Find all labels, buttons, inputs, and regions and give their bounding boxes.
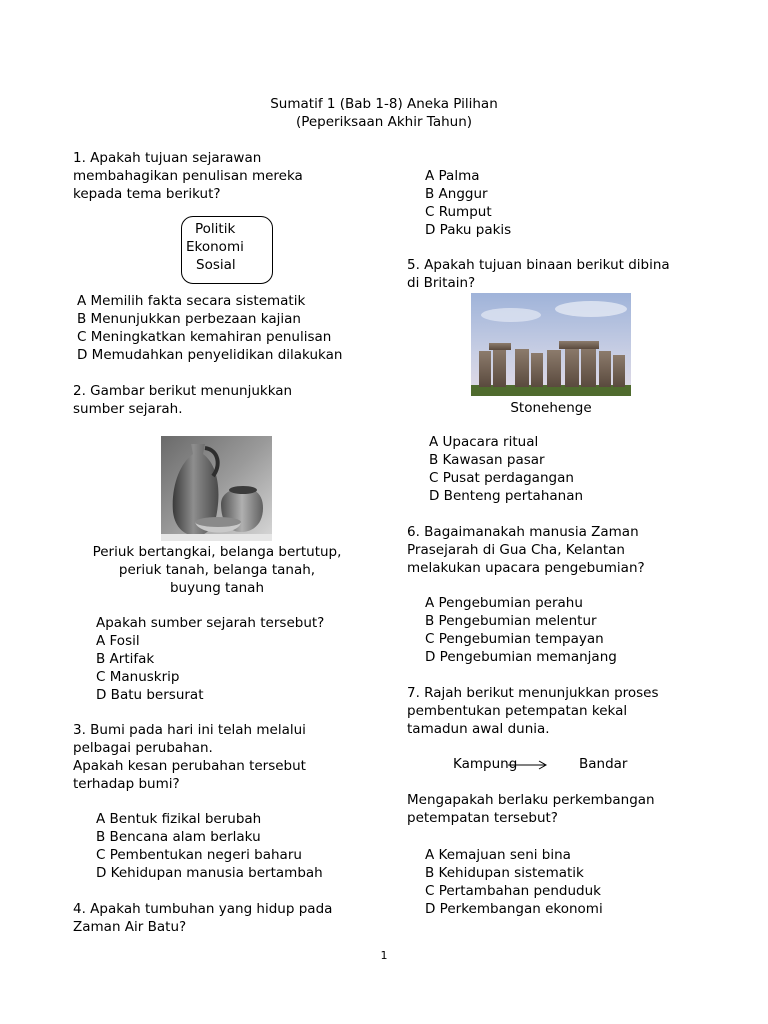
option-d: D Memudahkan penyelidikan dilakukan bbox=[77, 347, 343, 363]
document-title: Sumatif 1 (Bab 1-8) Aneka Pilihan bbox=[270, 96, 498, 112]
question-3-line: Apakah kesan perubahan tersebut bbox=[73, 758, 306, 774]
question-2-stem bbox=[73, 382, 373, 418]
option-b: B Pengebumian melentur bbox=[425, 613, 597, 629]
pottery-photo bbox=[161, 436, 272, 541]
option-c: C Meningkatkan kemahiran penulisan bbox=[77, 329, 332, 345]
option-b: B Anggur bbox=[425, 186, 488, 202]
question-6-stem bbox=[407, 523, 707, 577]
theme-box bbox=[181, 216, 273, 284]
question-7-line: pembentukan petempatan kekal bbox=[407, 703, 628, 719]
option-d: D Benteng pertahanan bbox=[429, 488, 584, 504]
question-1-line: kepada tema berikut? bbox=[73, 186, 221, 202]
question-5-options bbox=[429, 433, 583, 505]
question-1-line: membahagikan penulisan mereka bbox=[73, 168, 303, 184]
option-b: B Artifak bbox=[96, 651, 155, 667]
question-2-line: sumber sejarah. bbox=[73, 401, 183, 417]
question-6-line: melakukan upacara pengebumian? bbox=[407, 560, 645, 576]
question-6-line: 6. Bagaimanakah manusia Zaman bbox=[407, 524, 639, 540]
option-d: D Batu bersurat bbox=[96, 687, 204, 703]
question-7-line: tamadun awal dunia. bbox=[407, 721, 550, 737]
question-7-question-line: petempatan tersebut? bbox=[407, 810, 558, 826]
question-4-line: 4. Apakah tumbuhan yang hidup pada bbox=[73, 901, 333, 917]
question-3-line: terhadap bumi? bbox=[73, 776, 180, 792]
question-7-stem bbox=[407, 684, 707, 738]
question-1-stem bbox=[73, 149, 373, 203]
question-4-stem bbox=[73, 900, 373, 936]
option-d: D Kehidupan manusia bertambah bbox=[96, 865, 323, 881]
question-3-options bbox=[96, 810, 323, 882]
question-7-options bbox=[425, 846, 603, 918]
arrow-right-icon bbox=[508, 758, 550, 772]
option-c: C Manuskrip bbox=[96, 669, 180, 685]
question-5-line: 5. Apakah tujuan binaan berikut dibina bbox=[407, 257, 670, 273]
question-7-line: 7. Rajah berikut menunjukkan proses bbox=[407, 685, 659, 701]
option-a: A Fosil bbox=[96, 633, 140, 649]
option-c: C Pengebumian tempayan bbox=[425, 631, 604, 647]
question-1-options bbox=[77, 292, 342, 364]
option-c: C Rumput bbox=[425, 204, 492, 220]
option-a: A Palma bbox=[425, 168, 480, 184]
question-2-line: 2. Gambar berikut menunjukkan bbox=[73, 383, 293, 399]
option-a: A Kemajuan seni bina bbox=[425, 847, 571, 863]
question-6-line: Prasejarah di Gua Cha, Kelantan bbox=[407, 542, 625, 558]
question-3-line: pelbagai perubahan. bbox=[73, 740, 213, 756]
question-3-line: 3. Bumi pada hari ini telah melalui bbox=[73, 722, 306, 738]
caption-line: buyung tanah bbox=[169, 580, 265, 596]
question-4-line: Zaman Air Batu? bbox=[73, 919, 187, 935]
option-b: B Bencana alam berlaku bbox=[96, 829, 261, 845]
theme-item-politik: Politik bbox=[195, 221, 236, 237]
option-b: B Menunjukkan perbezaan kajian bbox=[77, 311, 301, 327]
question-2-options bbox=[96, 614, 324, 704]
option-a: A Bentuk fizikal berubah bbox=[96, 811, 262, 827]
question-1-line: 1. Apakah tujuan sejarawan bbox=[73, 150, 262, 166]
option-c: C Pembentukan negeri baharu bbox=[96, 847, 302, 863]
option-b: B Kehidupan sistematik bbox=[425, 865, 584, 881]
pottery-caption bbox=[73, 543, 361, 597]
caption-line: periuk tanah, belanga tanah, bbox=[118, 562, 316, 578]
stonehenge-photo bbox=[471, 293, 631, 396]
option-a: A Pengebumian perahu bbox=[425, 595, 583, 611]
diagram-to-label: Bandar bbox=[579, 756, 628, 772]
document-subtitle: (Peperiksaan Akhir Tahun) bbox=[295, 114, 473, 130]
question-6-options bbox=[425, 594, 617, 666]
question-7-subquestion bbox=[407, 791, 707, 827]
option-a: A Upacara ritual bbox=[429, 434, 539, 450]
question-5-stem bbox=[407, 256, 707, 292]
page-number: 1 bbox=[380, 949, 388, 962]
question-4-options bbox=[425, 167, 511, 239]
option-d: D Pengebumian memanjang bbox=[425, 649, 617, 665]
question-5-line: di Britain? bbox=[407, 275, 476, 291]
option-a: A Memilih fakta secara sistematik bbox=[77, 293, 306, 309]
option-d: D Paku pakis bbox=[425, 222, 512, 238]
question-3-stem bbox=[73, 721, 373, 793]
option-d: D Perkembangan ekonomi bbox=[425, 901, 603, 917]
stonehenge-caption: Stonehenge bbox=[510, 400, 592, 416]
question-2-subquestion: Apakah sumber sejarah tersebut? bbox=[96, 615, 325, 631]
document-header bbox=[0, 95, 768, 131]
caption-line: Periuk bertangkai, belanga bertutup, bbox=[92, 544, 342, 560]
theme-item-sosial: Sosial bbox=[196, 257, 236, 273]
theme-item-ekonomi: Ekonomi bbox=[186, 239, 244, 255]
diagram-from-label: Kampung bbox=[453, 756, 518, 772]
option-c: C Pertambahan penduduk bbox=[425, 883, 601, 899]
option-b: B Kawasan pasar bbox=[429, 452, 545, 468]
question-7-question-line: Mengapakah berlaku perkembangan bbox=[407, 792, 655, 808]
option-c: C Pusat perdagangan bbox=[429, 470, 574, 486]
